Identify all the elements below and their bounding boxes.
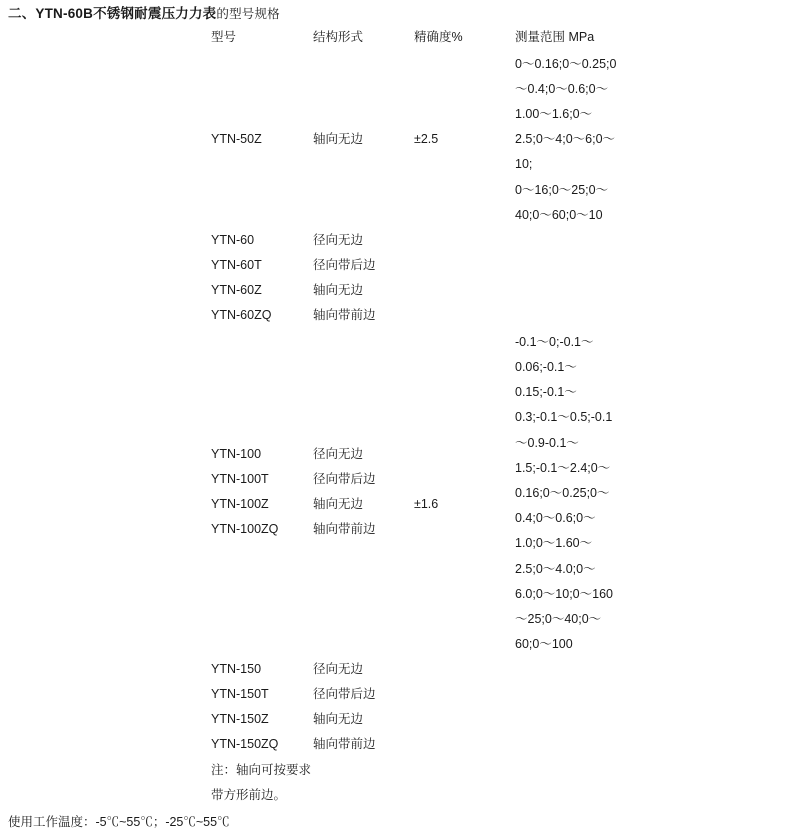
range-line: 10; [515, 157, 533, 171]
table-row: 径向无边 [313, 447, 364, 461]
table-row: YTN-150 [211, 662, 262, 676]
title-bold: YTN-60B不锈钢耐震压力力表 [35, 6, 217, 21]
range-line: ～0.4;0～0.6;0～ [515, 82, 609, 96]
table-row: 径向无边 [313, 662, 364, 676]
table-row: 轴向无边 [313, 497, 364, 511]
range-line: 2.5;0～4.0;0～ [515, 562, 596, 576]
table-row: 轴向带前边 [313, 737, 376, 751]
table-row: 径向无边 [313, 233, 364, 247]
note-line: 注：轴向可按要求 [211, 763, 312, 777]
table-row: 轴向无边 [313, 283, 364, 297]
range-line: 0～16;0～25;0～ [515, 183, 609, 197]
range-line: 0.15;-0.1～ [515, 385, 577, 399]
range-line: -0.1～0;-0.1～ [515, 335, 594, 349]
range-line: 0.3;-0.1～0.5;-0.1 [515, 410, 613, 424]
table-row: YTN-150ZQ [211, 737, 279, 751]
range-line: 1.5;-0.1～2.4;0～ [515, 461, 611, 475]
table-row: 径向带后边 [313, 687, 376, 701]
table-row: YTN-150T [211, 687, 269, 701]
table-row: 轴向无边 [313, 712, 364, 726]
table-row: YTN-60ZQ [211, 308, 272, 322]
table-row: YTN-50Z [211, 132, 262, 146]
range-line: 60;0～100 [515, 637, 573, 651]
title-tail: 的型号规格 [216, 7, 280, 21]
table-row: YTN-100ZQ [211, 522, 279, 536]
column-header-range: 测量范围 MPa [515, 30, 595, 44]
table-row: YTN-60T [211, 258, 262, 272]
range-line: 0.06;-0.1～ [515, 360, 577, 374]
table-row: 轴向带前边 [313, 522, 376, 536]
range-line: 6.0;0～10;0～160 [515, 587, 613, 601]
table-row: YTN-60Z [211, 283, 262, 297]
range-line: 0～0.16;0～0.25;0 [515, 57, 617, 71]
table-row: ±2.5 [414, 132, 439, 146]
table-row: 径向带后边 [313, 258, 376, 272]
range-line: ～0.9-0.1～ [515, 436, 579, 450]
table-row: YTN-100 [211, 447, 262, 461]
table-row: 轴向无边 [313, 132, 364, 146]
title-prefix: 二、 [8, 6, 36, 21]
range-line: 0.4;0～0.6;0～ [515, 511, 596, 525]
range-line: ～25;0～40;0～ [515, 612, 602, 626]
range-line: 2.5;0～4;0～6;0～ [515, 132, 616, 146]
column-header-structure: 结构形式 [313, 30, 364, 44]
column-header-accuracy: 精确度% [414, 30, 463, 44]
page-title [8, 2, 280, 22]
table-row: 轴向带前边 [313, 308, 376, 322]
range-line: 40;0～60;0～10 [515, 208, 603, 222]
table-row: YTN-100T [211, 472, 269, 486]
table-row: YTN-100Z [211, 497, 269, 511]
footer-temperature-note: 使用工作温度：-5℃~55℃；-25℃~55℃ [8, 815, 230, 829]
note-line: 带方形前边。 [211, 788, 287, 802]
range-line: 0.16;0～0.25;0～ [515, 486, 610, 500]
table-row: 径向带后边 [313, 472, 376, 486]
table-row: YTN-60 [211, 233, 255, 247]
table-row: ±1.6 [414, 497, 439, 511]
range-line: 1.00～1.6;0～ [515, 107, 593, 121]
range-line: 1.0;0～1.60～ [515, 536, 593, 550]
column-header-model: 型号 [211, 30, 237, 44]
table-row: YTN-150Z [211, 712, 269, 726]
